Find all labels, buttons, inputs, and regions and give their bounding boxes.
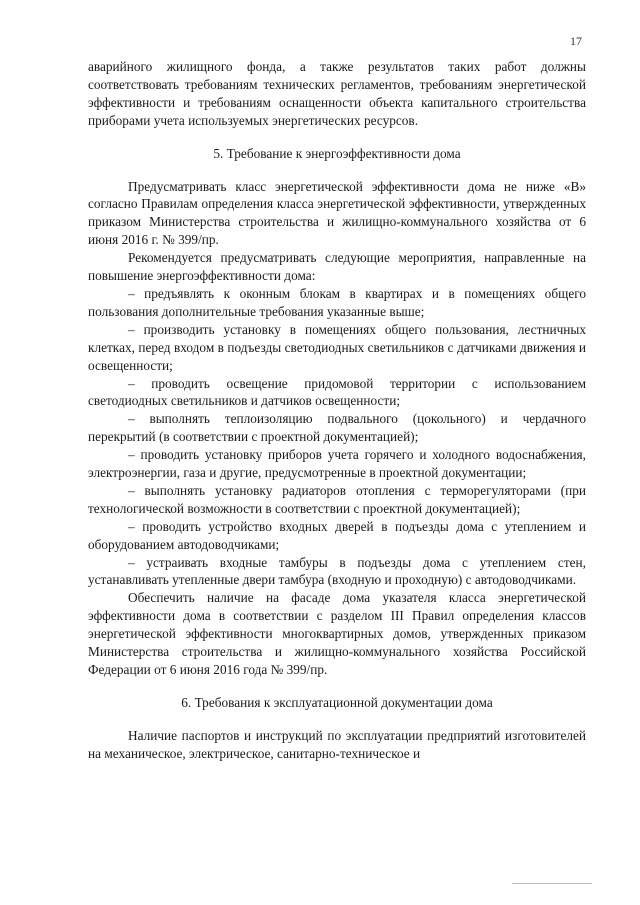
section-5-paragraph: Обеспечить наличие на фасаде дома указателя класса энергетической эффективности дома в соответствии с разделом III Правил определения классов энергетической эффективности многоквартирных домов, утвержденных приказом Министерства строительства и жилищно-коммунального хозяйства Российской Федерации от 6 июня 2016 года № 399/пр. xyxy=(88,590,586,677)
page-number: 17 xyxy=(570,34,582,48)
section-5-paragraph: Рекомендуется предусматривать следующие мероприятия, направленные на повышение энергоэффективности дома: xyxy=(88,250,586,284)
section-5-list-item: – проводить установку приборов учета горячего и холодного водоснабжения, электроэнергии, газа и другие, предусмотренные в проектной документации; xyxy=(88,447,586,481)
section-5-list-item: – выполнять установку радиаторов отопления с терморегуляторами (при технологической возможности в соответствии с проектной документацией); xyxy=(88,482,586,516)
section-6-paragraph: Наличие паспортов и инструкций по эксплуатации предприятий изготовителей на механическое, электрическое, санитарно-техническое и xyxy=(88,727,586,761)
document-body xyxy=(88,58,586,763)
footer-divider xyxy=(512,883,592,884)
section-5-list-item: – проводить устройство входных дверей в подъезды дома с утеплением и оборудованием автодоводчиками; xyxy=(88,518,586,552)
section-5-list-item: – предъявлять к оконным блокам в квартирах и в помещениях общего пользования дополнительные требования указанные выше; xyxy=(88,285,586,319)
section-5-paragraph: Предусматривать класс энергетической эффективности дома не ниже «В» согласно Правилам определения класса энергетической эффективности, утвержденных приказом Министерства строительства и жилищно-коммунального хозяйства от 6 июня 2016 г. № 399/пр. xyxy=(88,178,586,248)
paragraph-continuation: аварийного жилищного фонда, а также результатов таких работ должны соответствовать требованиям технических регламентов, требованиям энергетической эффективности и требованиям оснащенности объекта капитального строительства приборами учета используемых энергетических ресурсов. xyxy=(88,59,586,128)
section-6-heading: 6. Требования к эксплуатационной документации дома xyxy=(181,694,493,710)
section-5-list-item: – проводить освещение придомовой территории с использованием светодиодных светильников и датчиков освещенности; xyxy=(88,375,586,409)
section-5-heading: 5. Требование к энергоэффективности дома xyxy=(213,145,461,161)
section-5-list-item: – устраивать входные тамбуры в подъезды дома с утеплением стен, устанавливать утепленные двери тамбура (входную и проходную) с автодоводчиками. xyxy=(88,554,586,588)
section-5-list-item: – производить установку в помещениях общего пользования, лестничных клетках, перед входом в подъезды светодиодных светильников с датчиками движения и освещенности; xyxy=(88,321,586,373)
section-5-list-item: – выполнять теплоизоляцию подвального (цокольного) и чердачного перекрытий (в соответствии с проектной документацией); xyxy=(88,411,586,445)
